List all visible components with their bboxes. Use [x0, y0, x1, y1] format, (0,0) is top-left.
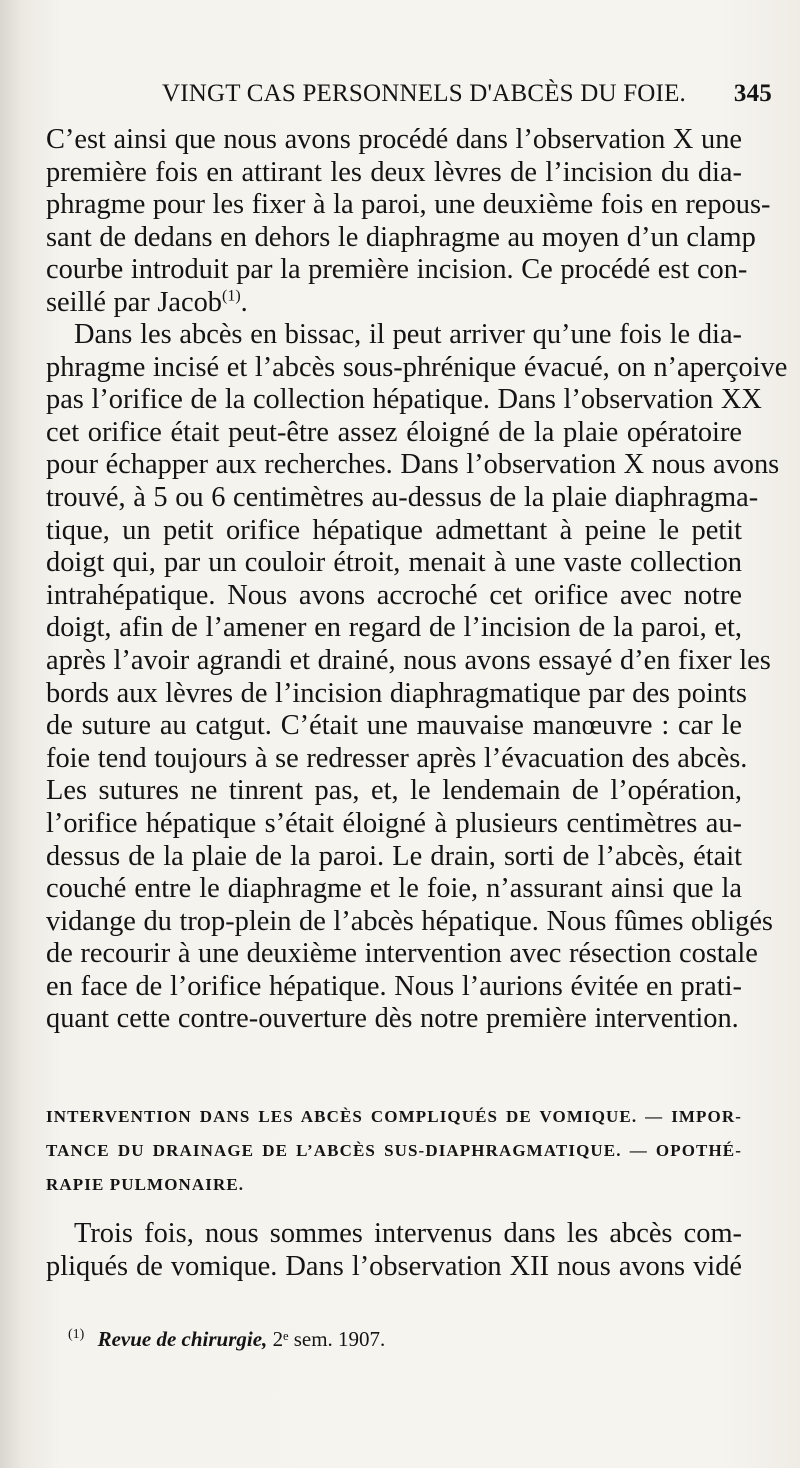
text-line: doigt, afin de l’amener en regard de l’incision de la paroi, et, — [46, 612, 742, 644]
text-line-last — [46, 287, 742, 320]
text-line: pliqués de vomique. Dans l’observation XII nous avons vidé — [46, 1250, 742, 1282]
section-heading — [46, 1100, 742, 1202]
text-line: bords aux lèvres de l’incision diaphragmatique par des points — [46, 677, 747, 709]
footnote — [68, 1327, 385, 1352]
text-line-last: quant cette contre-ouverture dès notre première intervention. — [46, 1003, 739, 1035]
text-line: en face de l’orifice hépatique. Nous l’aurions évitée en prati- — [46, 970, 742, 1002]
heading-line: RAPIE PULMONAIRE. — [46, 1175, 245, 1194]
text-line: Dans les abcès en bissac, il peut arriver qu’une fois le dia- — [74, 319, 742, 350]
paragraph-2 — [46, 319, 788, 1036]
footnote-journal: Revue de chirurgie, — [97, 1327, 268, 1351]
footnote-reference: (1) — [222, 287, 241, 305]
text-line: après l’avoir agrandi et drainé, nous avons essayé d’en fixer les — [46, 644, 771, 676]
footnote-detail: 2ᵉ sem. 1907. — [272, 1327, 386, 1351]
text-line: pas l’orifice de la collection hépatique. Dans l’observation XX — [46, 384, 762, 416]
text-line: sant de dedans en dehors le diaphragme au moyen d’un clamp — [46, 221, 756, 253]
text-line: trouvé, à 5 ou 6 centimètres au-dessus de la plaie diaphragma- — [46, 481, 759, 513]
text-line: vidange du trop-plein de l’abcès hépatique. Nous fûmes obligés — [46, 905, 773, 937]
heading-line: INTERVENTION DANS LES ABCÈS COMPLIQUÉS DE VOMIQUE. — IMPOR- — [46, 1107, 742, 1126]
text-fragment: seillé par Jacob — [46, 286, 223, 318]
text-line: doigt qui, par un couloir étroit, menait à une vaste collection — [46, 547, 742, 579]
text-line: Les sutures ne tinrent pas, et, le lendemain de l’opération, — [46, 775, 742, 807]
running-title: VINGT CAS PERSONNELS D'ABCÈS DU FOIE. — [162, 80, 687, 107]
text-line: couché entre le diaphragme et le foie, n’assurant ainsi que la — [46, 873, 742, 905]
text-line: phragme pour les fixer à la paroi, une deuxième fois en repous- — [46, 189, 771, 221]
text-line: tique, un petit orifice hépatique admettant à peine le petit — [46, 514, 742, 546]
text-line: dessus de la plaie de la paroi. Le drain, sorti de l’abcès, était — [46, 840, 742, 872]
text-line: de suture au catgut. C’était une mauvaise manœuvre : car le — [46, 710, 742, 742]
text-line: C’est ainsi que nous avons procédé dans l’observation X une — [46, 124, 742, 155]
text-line: l’orifice hépatique s’était éloigné à plusieurs centimètres au- — [46, 807, 742, 839]
text-line: pour échapper aux recherches. Dans l’observation X nous avons — [46, 449, 780, 481]
footnote-mark: (1) — [68, 1327, 85, 1342]
text-line: de recourir à une deuxième intervention avec résection costale — [46, 938, 758, 970]
text-line: première fois en attirant les deux lèvres de l’incision du dia- — [46, 156, 742, 188]
page-number: 345 — [733, 80, 772, 107]
running-head — [162, 80, 772, 116]
text-line: cet orifice était peut-être assez éloigné de la plaie opératoire — [46, 416, 742, 448]
paragraph-1 — [46, 124, 771, 320]
text-line: intrahépatique. Nous avons accroché cet orifice avec notre — [46, 579, 742, 611]
text-line: courbe introduit par la première incision. Ce procédé est con- — [46, 254, 748, 286]
text-line: Trois fois, nous sommes intervenus dans les abcès com- — [74, 1218, 742, 1249]
heading-line: TANCE DU DRAINAGE DE L’ABCÈS SUS-DIAPHRAGMATIQUE. — OPOTHÉ- — [46, 1141, 742, 1160]
paragraph-3 — [46, 1218, 742, 1283]
text-line: foie tend toujours à se redresser après l’évacuation des abcès. — [46, 742, 748, 774]
text-fragment: . — [240, 286, 248, 318]
text-line: phragme incisé et l’abcès sous-phrénique évacué, on n’aperçoive — [46, 351, 788, 383]
